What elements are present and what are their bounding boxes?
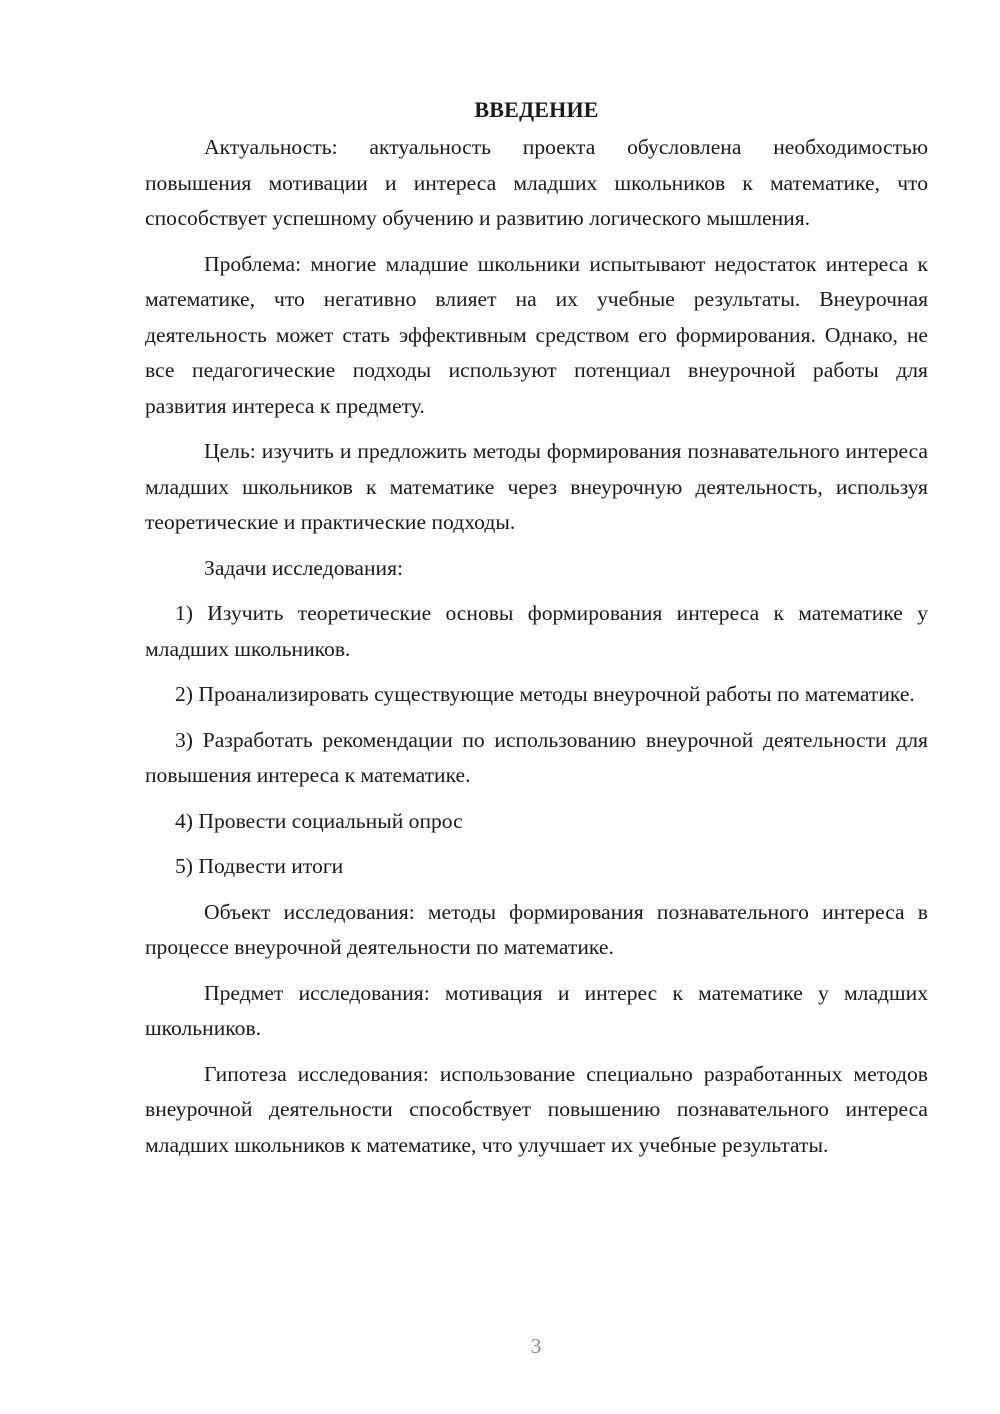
subject-paragraph: Предмет исследования: мотивация и интерес к математике у младших школьников.	[145, 980, 928, 1040]
task-item-5: 5) Подвести итоги	[175, 854, 344, 878]
task-item-4: 4) Провести социальный опрос	[175, 808, 463, 833]
relevance-paragraph: Актуальность: актуальность проекта обусловлена необходимостью повышения мотивации и интереса младших школьников к математике, что способствует успешному обучению и развитию логического мышления.	[145, 135, 928, 230]
page-number: 3	[530, 1334, 542, 1358]
hypothesis-paragraph: Гипотеза исследования: использование специально разработанных методов внеурочной деятельности способствует повышению познавательного интереса младших школьников к математике, что улучшает их учебные результаты.	[145, 1061, 928, 1157]
section-heading: ВВЕДЕНИЕ	[474, 97, 599, 122]
task-item-1: 1) Изучить теоретические основы формирования интереса к математике у младших школьников.	[145, 601, 928, 661]
tasks-title: Задачи исследования:	[204, 555, 404, 580]
task-item-2: 2) Проанализировать существующие методы внеурочной работы по математике.	[175, 682, 915, 706]
goal-paragraph: Цель: изучить и предложить методы формирования познавательного интереса младших школьников к математике через внеурочную деятельность, используя теоретические и практические подходы.	[145, 439, 928, 534]
problem-paragraph: Проблема: многие младшие школьники испытывают недостаток интереса к математике, что негативно влияет на их учебные результаты. Внеурочная деятельность может стать эффективным средством его формирования. Однако, не все педагогические подходы используют потенциал внеурочной работы для развития интереса к предмету.	[145, 251, 928, 418]
task-item-3: 3) Разработать рекомендации по использованию внеурочной деятельности для повышения интереса к математике.	[145, 727, 928, 787]
object-paragraph: Объект исследования: методы формирования познавательного интереса в процессе внеурочной деятельности по математике.	[145, 899, 928, 959]
page-content	[145, 92, 928, 1173]
